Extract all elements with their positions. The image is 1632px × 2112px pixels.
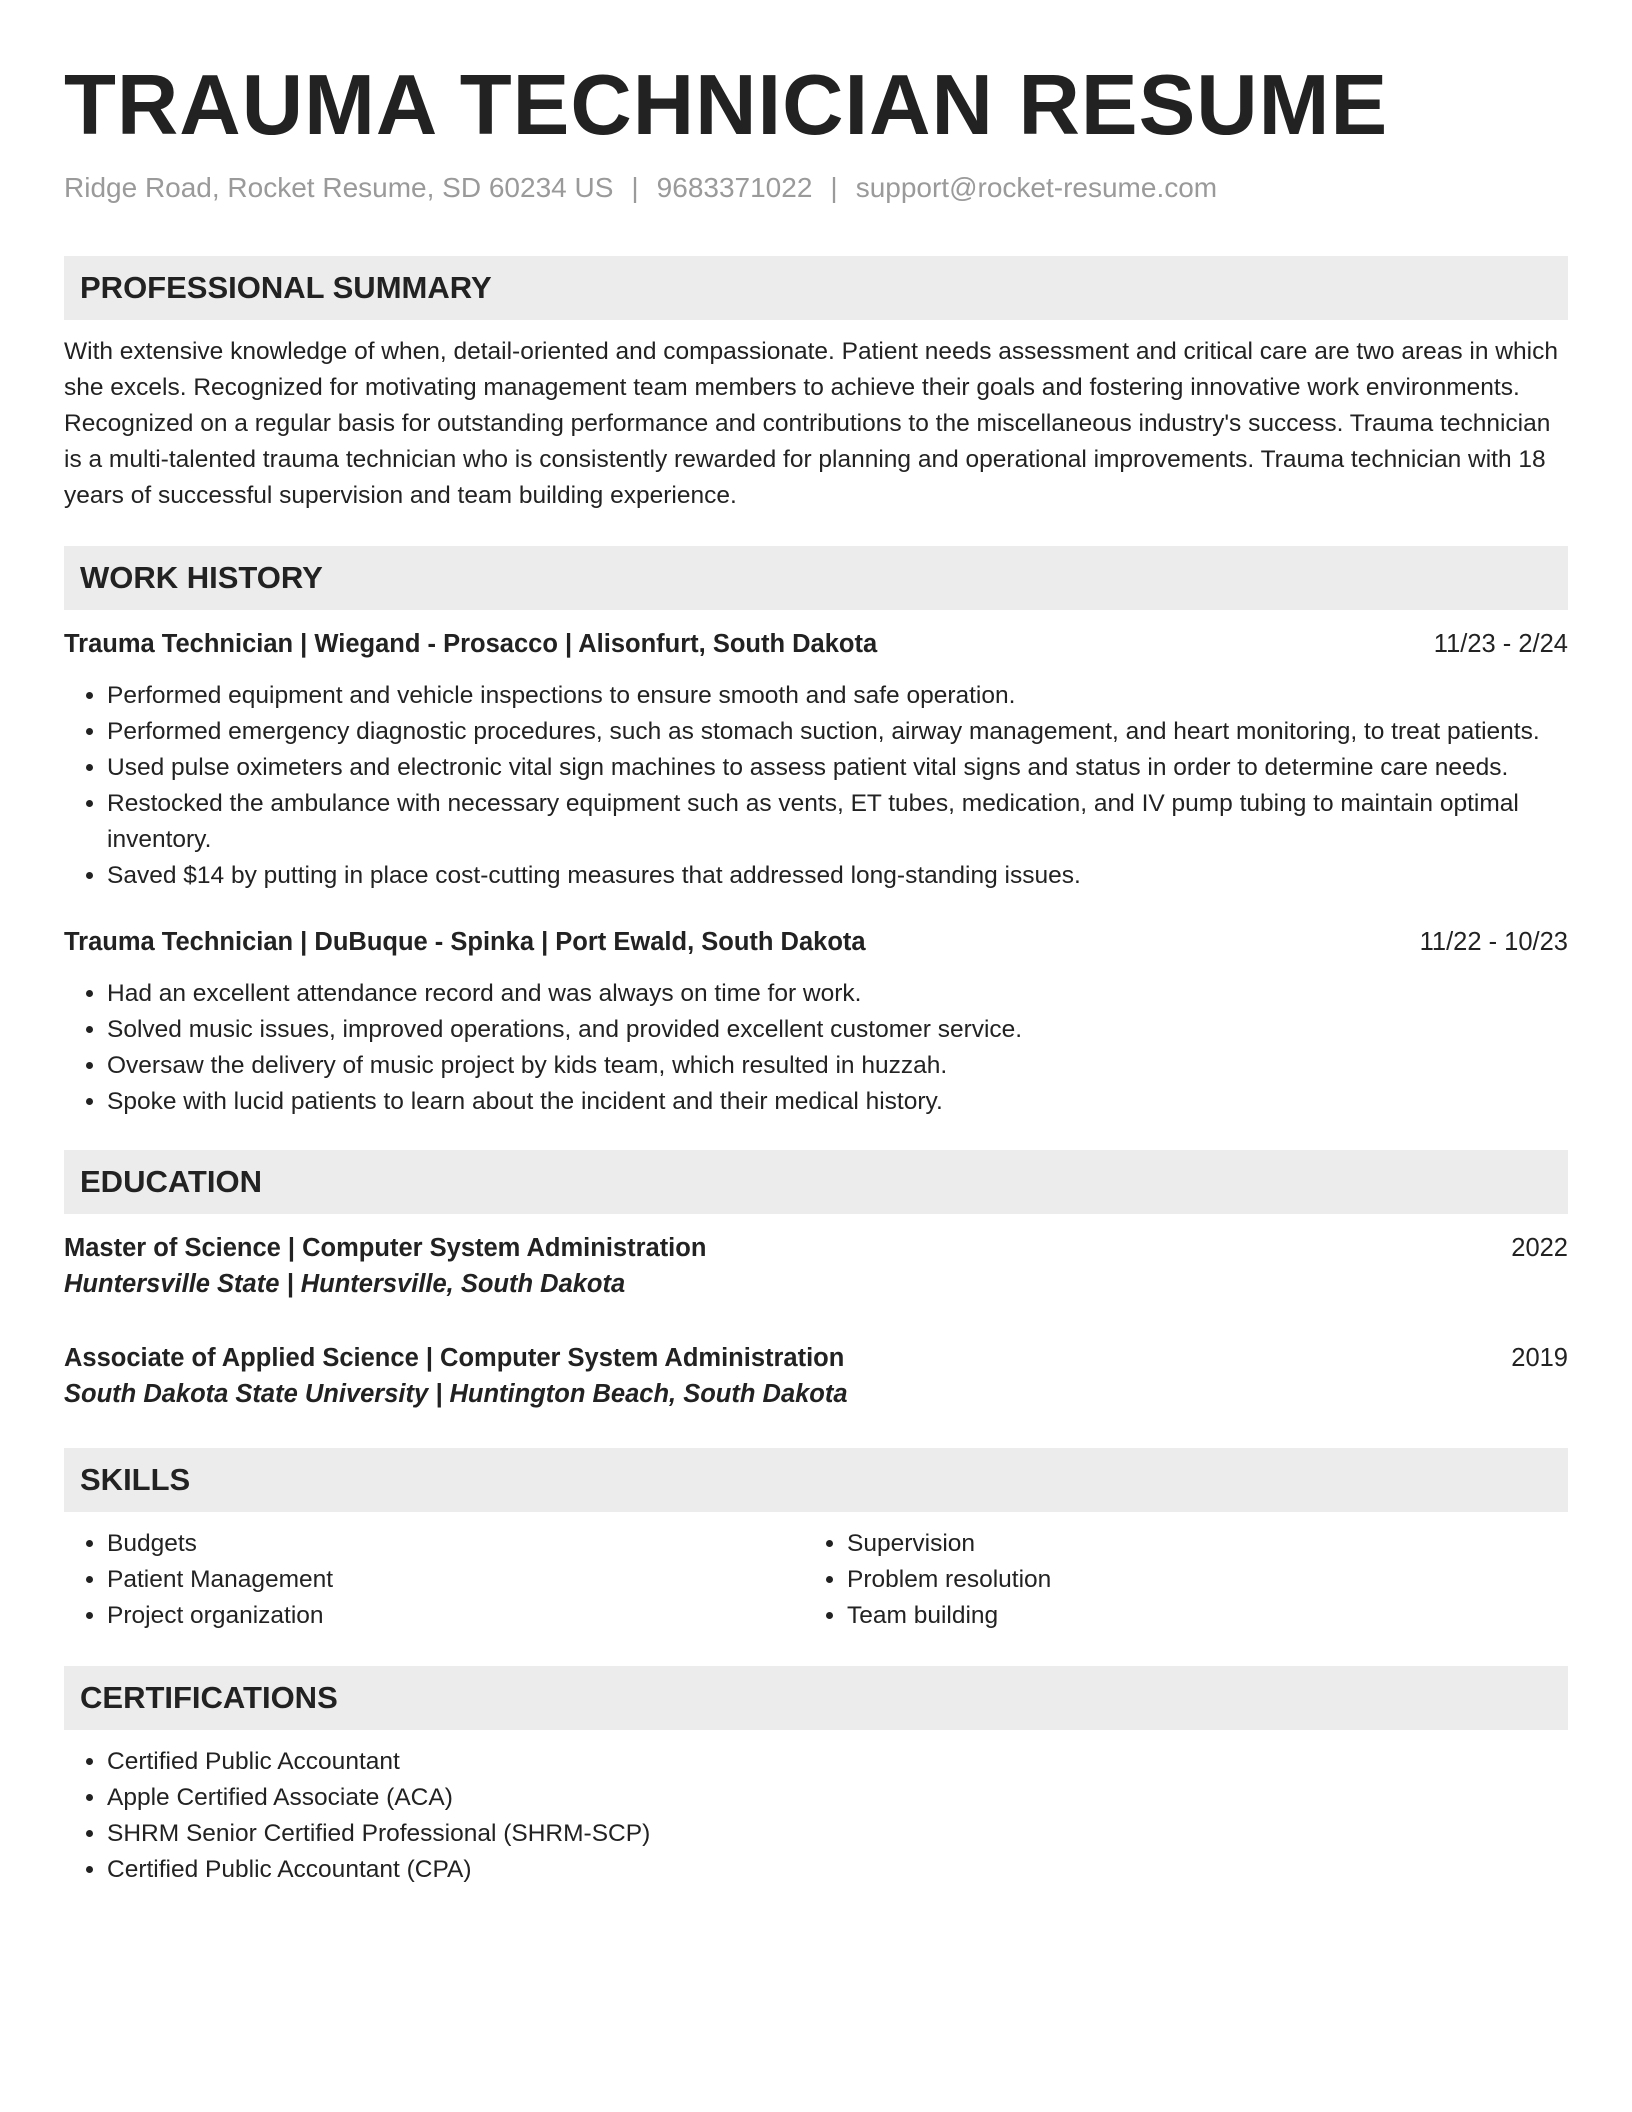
summary-text: With extensive knowledge of when, detail-oriented and compassionate. Patient needs assessment and critical care are two areas in which she excels. Recognized for motivating management team members to achieve their goals and fostering innovative work environments. Recognized on a regular basis for outstanding performance and contributions to the miscellaneous industry's success. Trauma technician is a multi-talented trauma technician who is consistently rewarded for planning and operational improvements. Trauma technician with 18 years of successful supervision and team building experience.: [64, 338, 1558, 509]
skills-heading: SKILLS: [64, 1448, 1568, 1512]
work-history-heading: WORK HISTORY: [64, 546, 1568, 610]
job-bullet: • Used pulse oximeters and electronic vital sign machines to assess patient vital signs and status in order to determine care needs.: [107, 750, 1568, 786]
skills-column-left: [64, 1526, 804, 1634]
resume-title: TRAUMA TECHNICIAN RESUME: [64, 58, 1389, 153]
education-year: 2022: [1511, 1234, 1568, 1262]
education-school: South Dakota State University | Huntington Beach, South Dakota: [64, 1380, 848, 1408]
skills-grid: [64, 1526, 1568, 1634]
education-entry: [64, 1340, 1568, 1412]
education-heading: EDUCATION: [64, 1150, 1568, 1214]
job-bullet: • Spoke with lucid patients to learn about the incident and their medical history.: [107, 1084, 1568, 1120]
skill-item: • Budgets: [107, 1526, 804, 1562]
work-history-section: [64, 546, 1568, 1120]
education-header: [64, 1340, 1568, 1376]
contact-separator: |: [830, 172, 838, 203]
skill-item: • Problem resolution: [847, 1562, 1544, 1598]
job-bullet: • Performed emergency diagnostic procedures, such as stomach suction, airway management, and heart monitoring, to treat patients.: [107, 714, 1568, 750]
job-dates: 11/22 - 10/23: [1419, 928, 1568, 956]
job-bullet: • Performed equipment and vehicle inspections to ensure smooth and safe operation.: [107, 678, 1568, 714]
skill-item: • Project organization: [107, 1598, 804, 1634]
contact-address: Ridge Road, Rocket Resume, SD 60234 US: [64, 172, 614, 203]
certifications-list: [64, 1744, 1568, 1888]
skill-item: • Patient Management: [107, 1562, 804, 1598]
job-bullets: [64, 678, 1568, 894]
job-header: [64, 626, 1568, 662]
certifications-section: [64, 1666, 1568, 1888]
certification-item: • SHRM Senior Certified Professional (SHRM-SCP): [107, 1816, 1568, 1852]
skills-list: [804, 1526, 1544, 1634]
job-bullet: • Oversaw the delivery of music project by kids team, which resulted in huzzah.: [107, 1048, 1568, 1084]
summary-heading: PROFESSIONAL SUMMARY: [64, 256, 1568, 320]
summary-section: [64, 256, 1568, 514]
certification-item: • Certified Public Accountant (CPA): [107, 1852, 1568, 1888]
skill-item: • Supervision: [847, 1526, 1544, 1562]
job-bullets: [64, 976, 1568, 1120]
certification-item: • Certified Public Accountant: [107, 1744, 1568, 1780]
job-title: Trauma Technician | Wiegand - Prosacco | Alisonfurt, South Dakota: [64, 630, 878, 658]
job-dates: 11/23 - 2/24: [1433, 630, 1568, 658]
job-bullet: • Saved $14 by putting in place cost-cutting measures that addressed long-standing issues.: [107, 858, 1568, 894]
job-bullet: • Solved music issues, improved operations, and provided excellent customer service.: [107, 1012, 1568, 1048]
certifications-heading: CERTIFICATIONS: [64, 1666, 1568, 1730]
education-school: Huntersville State | Huntersville, South Dakota: [64, 1270, 626, 1298]
skills-list: [64, 1526, 804, 1634]
skill-item: • Team building: [847, 1598, 1544, 1634]
job-entry: [64, 626, 1568, 894]
contact-line: [64, 170, 1568, 206]
contact-email: support@rocket-resume.com: [855, 172, 1218, 203]
job-bullet: • Had an excellent attendance record and was always on time for work.: [107, 976, 1568, 1012]
job-entry: [64, 924, 1568, 1120]
education-header: [64, 1230, 1568, 1266]
education-entry: [64, 1230, 1568, 1302]
education-degree: Associate of Applied Science | Computer System Administration: [64, 1344, 845, 1372]
education-year: 2019: [1511, 1344, 1568, 1372]
job-header: [64, 924, 1568, 960]
job-bullet: • Restocked the ambulance with necessary equipment such as vents, ET tubes, medication, and IV pump tubing to maintain optimal inventory.: [107, 786, 1568, 858]
education-section: [64, 1150, 1568, 1412]
skills-column-right: [804, 1526, 1544, 1634]
contact-phone: 9683371022: [656, 172, 813, 203]
contact-separator: |: [631, 172, 639, 203]
job-title: Trauma Technician | DuBuque - Spinka | Port Ewald, South Dakota: [64, 928, 866, 956]
certification-item: • Apple Certified Associate (ACA): [107, 1780, 1568, 1816]
skills-section: [64, 1448, 1568, 1634]
education-degree: Master of Science | Computer System Administration: [64, 1234, 707, 1262]
